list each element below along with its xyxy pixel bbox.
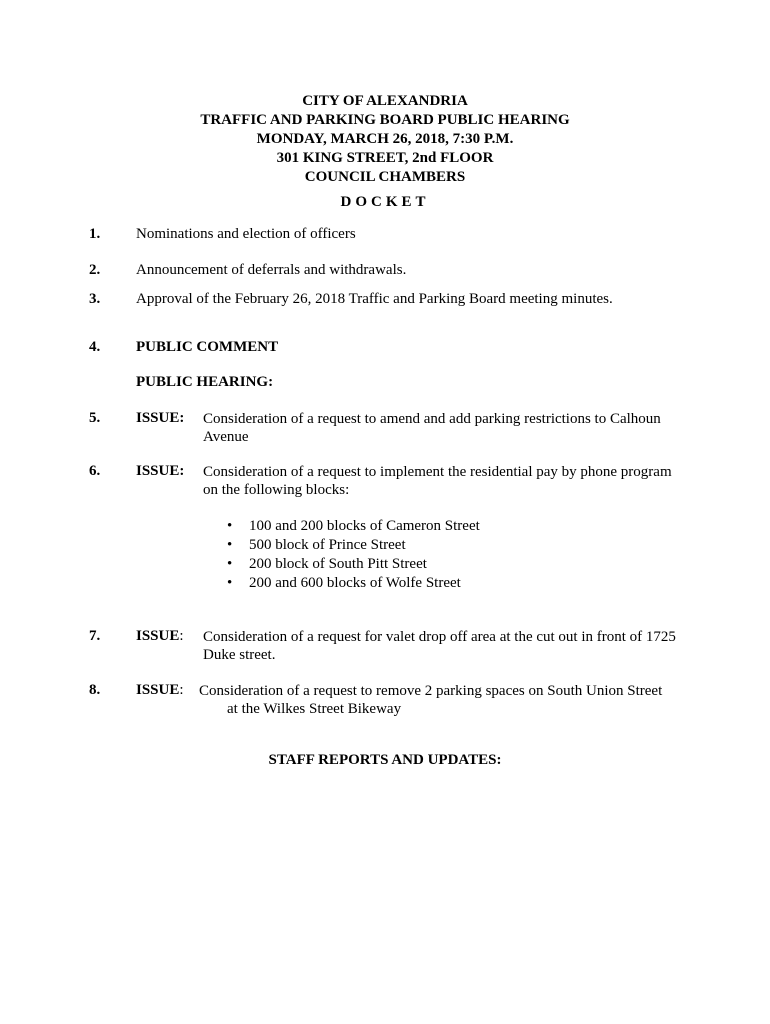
issue-label-wrap [136,682,184,699]
issue-label: ISSUE: [136,410,185,426]
issue-label-wrap [136,628,184,645]
item-number: 4. [89,339,101,355]
item-number: 3. [89,291,101,307]
item-number: 5. [89,410,101,426]
header-address: 301 KING STREET, 2nd FLOOR [276,150,494,166]
header-board: TRAFFIC AND PARKING BOARD PUBLIC HEARING [200,112,570,128]
issue-text-line-2: at the Wilkes Street Bikeway [227,701,402,717]
issue-text-line-1: Consideration of a request to remove 2 parking spaces on South Union Street [199,683,663,699]
list-item: 200 block of South Pitt Street [249,556,427,572]
item-text: Approval of the February 26, 2018 Traffic and Parking Board meeting minutes. [136,291,613,307]
public-comment-heading: PUBLIC COMMENT [136,339,279,355]
issue-text-line-1: Consideration of a request for valet drop off area at the cut out in front of 1725 [203,629,676,645]
docket-title: DOCKET [340,194,430,210]
issue-label-colon: : [179,628,184,644]
bullet-icon: • [227,518,233,534]
issue-text-line-1: Consideration of a request to amend and add parking restrictions to Calhoun [203,411,661,427]
issue-label: ISSUE [136,682,180,698]
issue-text-line-2: Avenue [203,429,249,445]
document-header [0,92,770,187]
item-number: 2. [89,262,101,278]
issue-text-line-2: Duke street. [203,647,276,663]
item-number: 8. [89,682,101,698]
issue-label: ISSUE: [136,463,185,479]
bullet-icon: • [227,556,233,572]
item-number: 7. [89,628,101,644]
issue-label-colon: : [179,682,184,698]
issue-text-line-2: on the following blocks: [203,482,350,498]
list-item: 100 and 200 blocks of Cameron Street [249,518,480,534]
item-text: Nominations and election of officers [136,226,356,242]
bullet-icon: • [227,575,233,591]
public-hearing-heading: PUBLIC HEARING: [136,374,274,390]
header-city: CITY OF ALEXANDRIA [302,93,468,109]
list-item: 500 block of Prince Street [249,537,406,553]
header-location: COUNCIL CHAMBERS [304,169,466,185]
issue-label: ISSUE [136,628,180,644]
issue-text-line-1: Consideration of a request to implement the residential pay by phone program [203,464,672,480]
item-number: 1. [89,226,101,242]
staff-reports-heading: STAFF REPORTS AND UPDATES: [268,752,502,768]
list-item: 200 and 600 blocks of Wolfe Street [249,575,461,591]
header-date: MONDAY, MARCH 26, 2018, 7:30 P.M. [256,131,514,147]
item-number: 6. [89,463,101,479]
item-text: Announcement of deferrals and withdrawals. [136,262,407,278]
bullet-icon: • [227,537,233,553]
